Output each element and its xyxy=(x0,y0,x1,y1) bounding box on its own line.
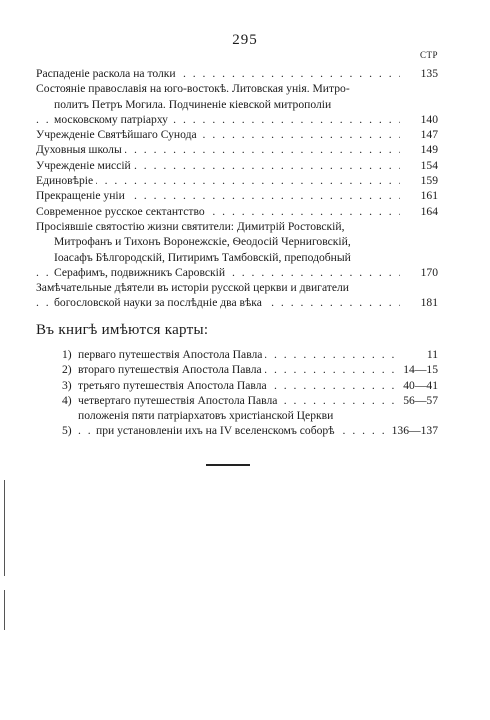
entry-line: Учрежденіе миссій xyxy=(36,158,400,173)
toc-entry xyxy=(36,188,438,203)
entry-line: богословской науки за послѣдніе два вѣка xyxy=(36,295,400,310)
toc-entry-page: 164 xyxy=(400,204,438,219)
maps-heading: Въ книгѣ имѣются карты: xyxy=(36,322,209,338)
toc-entry-page: 149 xyxy=(400,142,438,157)
entry-line: третьяго путешествія Апостола Павла xyxy=(78,378,399,393)
end-divider xyxy=(206,464,250,466)
toc-entry-title xyxy=(36,219,400,280)
entry-line: Прекращеніе уніи xyxy=(36,188,400,203)
entry-line: при установленіи ихъ на IV вселенскомъ соборѣ xyxy=(78,423,388,438)
entry-line: Замѣчательные дѣятели въ исторіи русской церкви и двигатели xyxy=(36,281,349,295)
toc-entry xyxy=(36,204,438,219)
maps-list xyxy=(62,347,438,439)
map-entry xyxy=(62,378,438,393)
map-entry xyxy=(62,408,438,439)
margin-mark xyxy=(4,590,5,630)
entry-line: Единовѣріе xyxy=(36,173,400,188)
map-entry-page: 11 xyxy=(400,347,438,362)
toc-entry xyxy=(36,173,438,188)
map-entry xyxy=(62,347,438,362)
map-entry-page: 56—57 xyxy=(399,393,438,408)
table-of-contents xyxy=(36,66,438,311)
map-entry-page: 14—15 xyxy=(399,362,438,377)
page-number: 295 xyxy=(232,32,258,48)
entry-line: Іоасафъ Бѣлгородскій, Питиримъ Тамбовскій, преподобный xyxy=(54,250,351,264)
entry-line: политъ Петръ Могила. Подчиненіе кіевской митрополіи xyxy=(54,97,332,111)
toc-entry xyxy=(36,158,438,173)
entry-line: перваго путешествія Апостола Павла xyxy=(78,347,400,362)
map-entry-number: 2) xyxy=(62,363,72,377)
entry-line: московскому патріарху xyxy=(36,112,400,127)
toc-entry-page: 140 xyxy=(400,112,438,127)
entry-line: Учрежденіе Святѣйшаго Сунода xyxy=(36,127,400,142)
map-entry-title xyxy=(78,347,400,362)
entry-line: Состояніе православія на юго-востокѣ. Литовская унія. Митро- xyxy=(36,82,350,96)
map-entry xyxy=(62,362,438,377)
map-entry-number: 3) xyxy=(62,378,72,392)
map-entry-page: 40—41 xyxy=(399,378,438,393)
toc-entry xyxy=(36,219,438,280)
toc-entry xyxy=(36,81,438,127)
toc-entry-page: 159 xyxy=(400,173,438,188)
toc-entry xyxy=(36,142,438,157)
entry-line: Распаденіе раскола на толки xyxy=(36,66,400,81)
entry-line: Митрофанъ и Тихонъ Воронежскіе, Ѳеодосій Черниговскій, xyxy=(54,235,351,249)
map-entry-title xyxy=(78,378,399,393)
toc-entry-page: 161 xyxy=(400,188,438,203)
toc-entry-title xyxy=(36,280,400,311)
map-entry xyxy=(62,393,438,408)
entry-line: Духовныя школы xyxy=(36,142,400,157)
page-column-header: СТР xyxy=(419,50,438,60)
toc-entry-page: 147 xyxy=(400,127,438,142)
entry-line: Серафимъ, подвижникъ Саровскій xyxy=(36,265,400,280)
toc-entry-title xyxy=(36,66,400,81)
map-entry-page: 136—137 xyxy=(388,423,438,438)
entry-line: втораго путешествія Апостола Павла xyxy=(78,362,399,377)
entry-line: Современное русское сектантство xyxy=(36,204,400,219)
toc-entry-page: 170 xyxy=(400,265,438,280)
map-entry-number: 1) xyxy=(62,348,72,361)
entry-line: положенія пяти патріархатовъ христіанской Церкви xyxy=(78,409,334,423)
map-entry-title xyxy=(78,408,388,439)
toc-entry-title xyxy=(36,204,400,219)
toc-entry xyxy=(36,66,438,81)
toc-entry-title xyxy=(36,127,400,142)
map-entry-title xyxy=(78,362,399,377)
toc-entry-title xyxy=(36,158,400,173)
toc-entry xyxy=(36,127,438,142)
map-entry-title xyxy=(78,393,399,408)
map-entry-number: 4) xyxy=(62,393,72,407)
margin-mark xyxy=(4,480,5,576)
toc-entry-page: 135 xyxy=(400,66,438,81)
toc-entry-page: 181 xyxy=(400,295,438,310)
map-entry-number: 5) xyxy=(62,424,72,438)
toc-entry-title xyxy=(36,81,400,127)
toc-entry xyxy=(36,280,438,311)
toc-entry-title xyxy=(36,142,400,157)
toc-entry-page: 154 xyxy=(400,158,438,173)
toc-entry-title xyxy=(36,173,400,188)
toc-entry-title xyxy=(36,188,400,203)
entry-line: четвертаго путешествія Апостола Павла xyxy=(78,393,399,408)
entry-line: Просіявшіе святостію жизни святители: Димитрій Ростовскій, xyxy=(36,219,345,233)
